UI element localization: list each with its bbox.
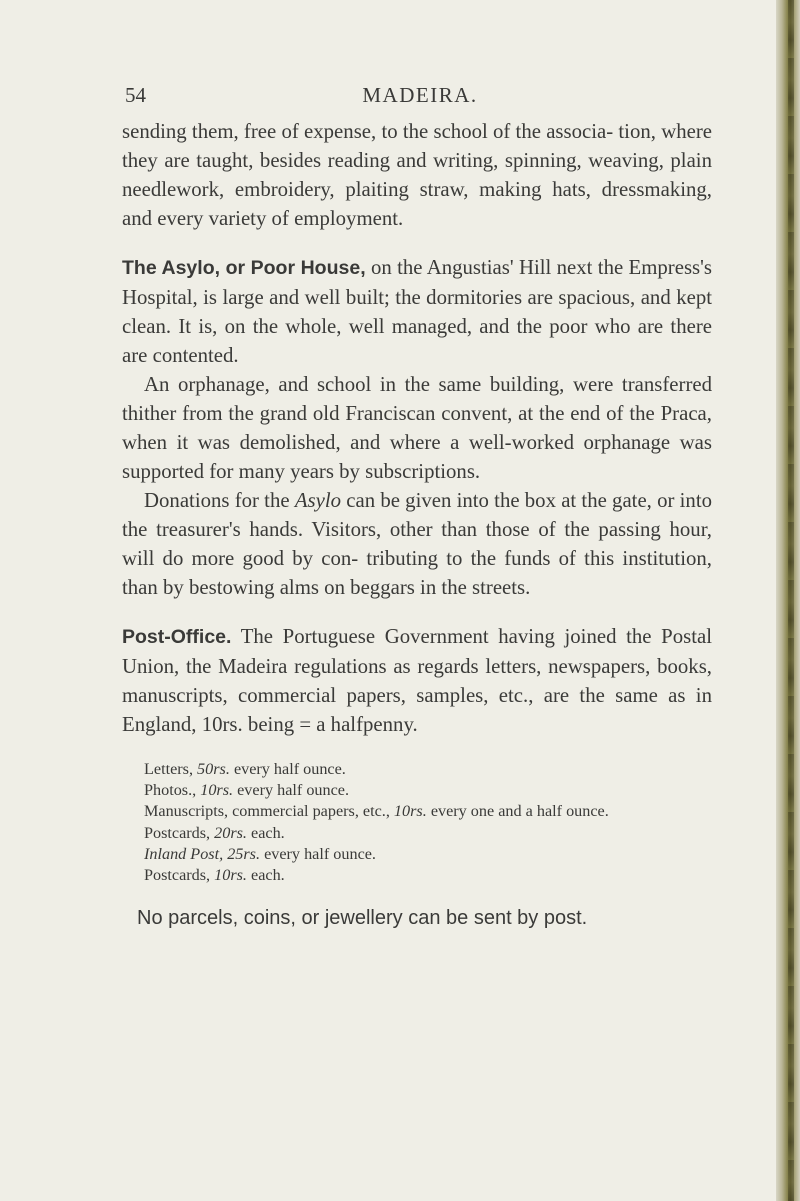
paragraph-post-office — [122, 622, 712, 739]
rate-inland-post — [122, 844, 712, 865]
rate-detail: each. — [246, 866, 285, 885]
postal-rates-list — [122, 759, 712, 886]
rate-detail: every half ounce. — [233, 781, 350, 800]
paragraph-orphanage: An orphanage, and school in the same building, were transferred thither from the grand old Franciscan convent, at the end of the Praca, when it was demolished, and where a well-worked orphanage was supported for many years by subscriptions. — [122, 373, 712, 483]
paragraph-asylo — [122, 253, 712, 370]
rate-detail: each. — [246, 823, 285, 842]
page-header — [125, 83, 715, 107]
rate-amount: 25rs. — [223, 844, 261, 863]
rate-detail: every half ounce. — [229, 760, 346, 778]
page-number: 54 — [125, 83, 146, 107]
post-office-text: The Portuguese Government having joined the Postal Union, the Madeira regulations as regards letters, newspapers, books, manuscripts, commercial papers, samples, etc., are the same as in England, 10rs. being = a halfpenny. — [122, 625, 712, 736]
rate-amount: 10rs. — [393, 802, 427, 821]
rate-detail: every one and a half ounce. — [426, 802, 609, 821]
donations-italic-asylo: Asylo — [294, 489, 342, 512]
section-heading-asylo: The Asylo, or Poor House, — [122, 257, 366, 279]
rate-label: Inland Post, — [144, 844, 224, 863]
rate-amount: 10rs. — [214, 866, 247, 885]
running-title: MADEIRA. — [362, 83, 478, 107]
rate-label: Postcards, — [144, 866, 215, 885]
rate-amount: 20rs. — [214, 823, 247, 842]
page-body — [122, 117, 712, 933]
donations-text-end: can be given into the box at the gate, or into the treasurer's hands. Visitors, other than those of the passing hour, will do more good by con- tributing to the funds of this institution, than by bestowing alms on beggars in the streets. — [122, 489, 712, 599]
paragraph-donations — [122, 486, 712, 602]
rate-postcards-10 — [122, 865, 712, 886]
rate-photos — [122, 780, 712, 801]
rate-label: Photos., — [144, 781, 201, 800]
rate-amount: 10rs. — [200, 781, 234, 800]
asylo-text: on the Angustias' Hill next the Empress's Hospital, is large and well built; the dormitories are spacious, and kept clean. It is, on the whole, well managed, and the poor who are there are contented. — [122, 256, 712, 367]
rate-amount: 50rs. — [197, 760, 230, 778]
rate-manuscripts — [122, 801, 712, 822]
closing-line: No parcels, coins, or jewellery can be sent by post. — [137, 907, 588, 930]
paragraph-school-association: sending them, free of expense, to the school of the associa- tion, where they are taught, besides reading and writing, spinning, weaving, plain needlework, embroidery, plaiting straw, making hats, dressmaking, and every variety of employment. — [122, 120, 712, 230]
donations-text-start: Donations for the — [144, 489, 295, 512]
rate-postcards-20 — [122, 823, 712, 844]
rate-letters — [122, 759, 712, 780]
rate-label: Manuscripts, commercial papers, etc., — [144, 802, 394, 821]
rate-label: Letters, — [144, 760, 198, 778]
section-heading-post-office: Post-Office. — [122, 626, 232, 648]
rate-detail: every half ounce. — [260, 844, 376, 863]
rate-label: Postcards, — [144, 823, 215, 842]
book-edge-binding — [788, 0, 794, 1201]
